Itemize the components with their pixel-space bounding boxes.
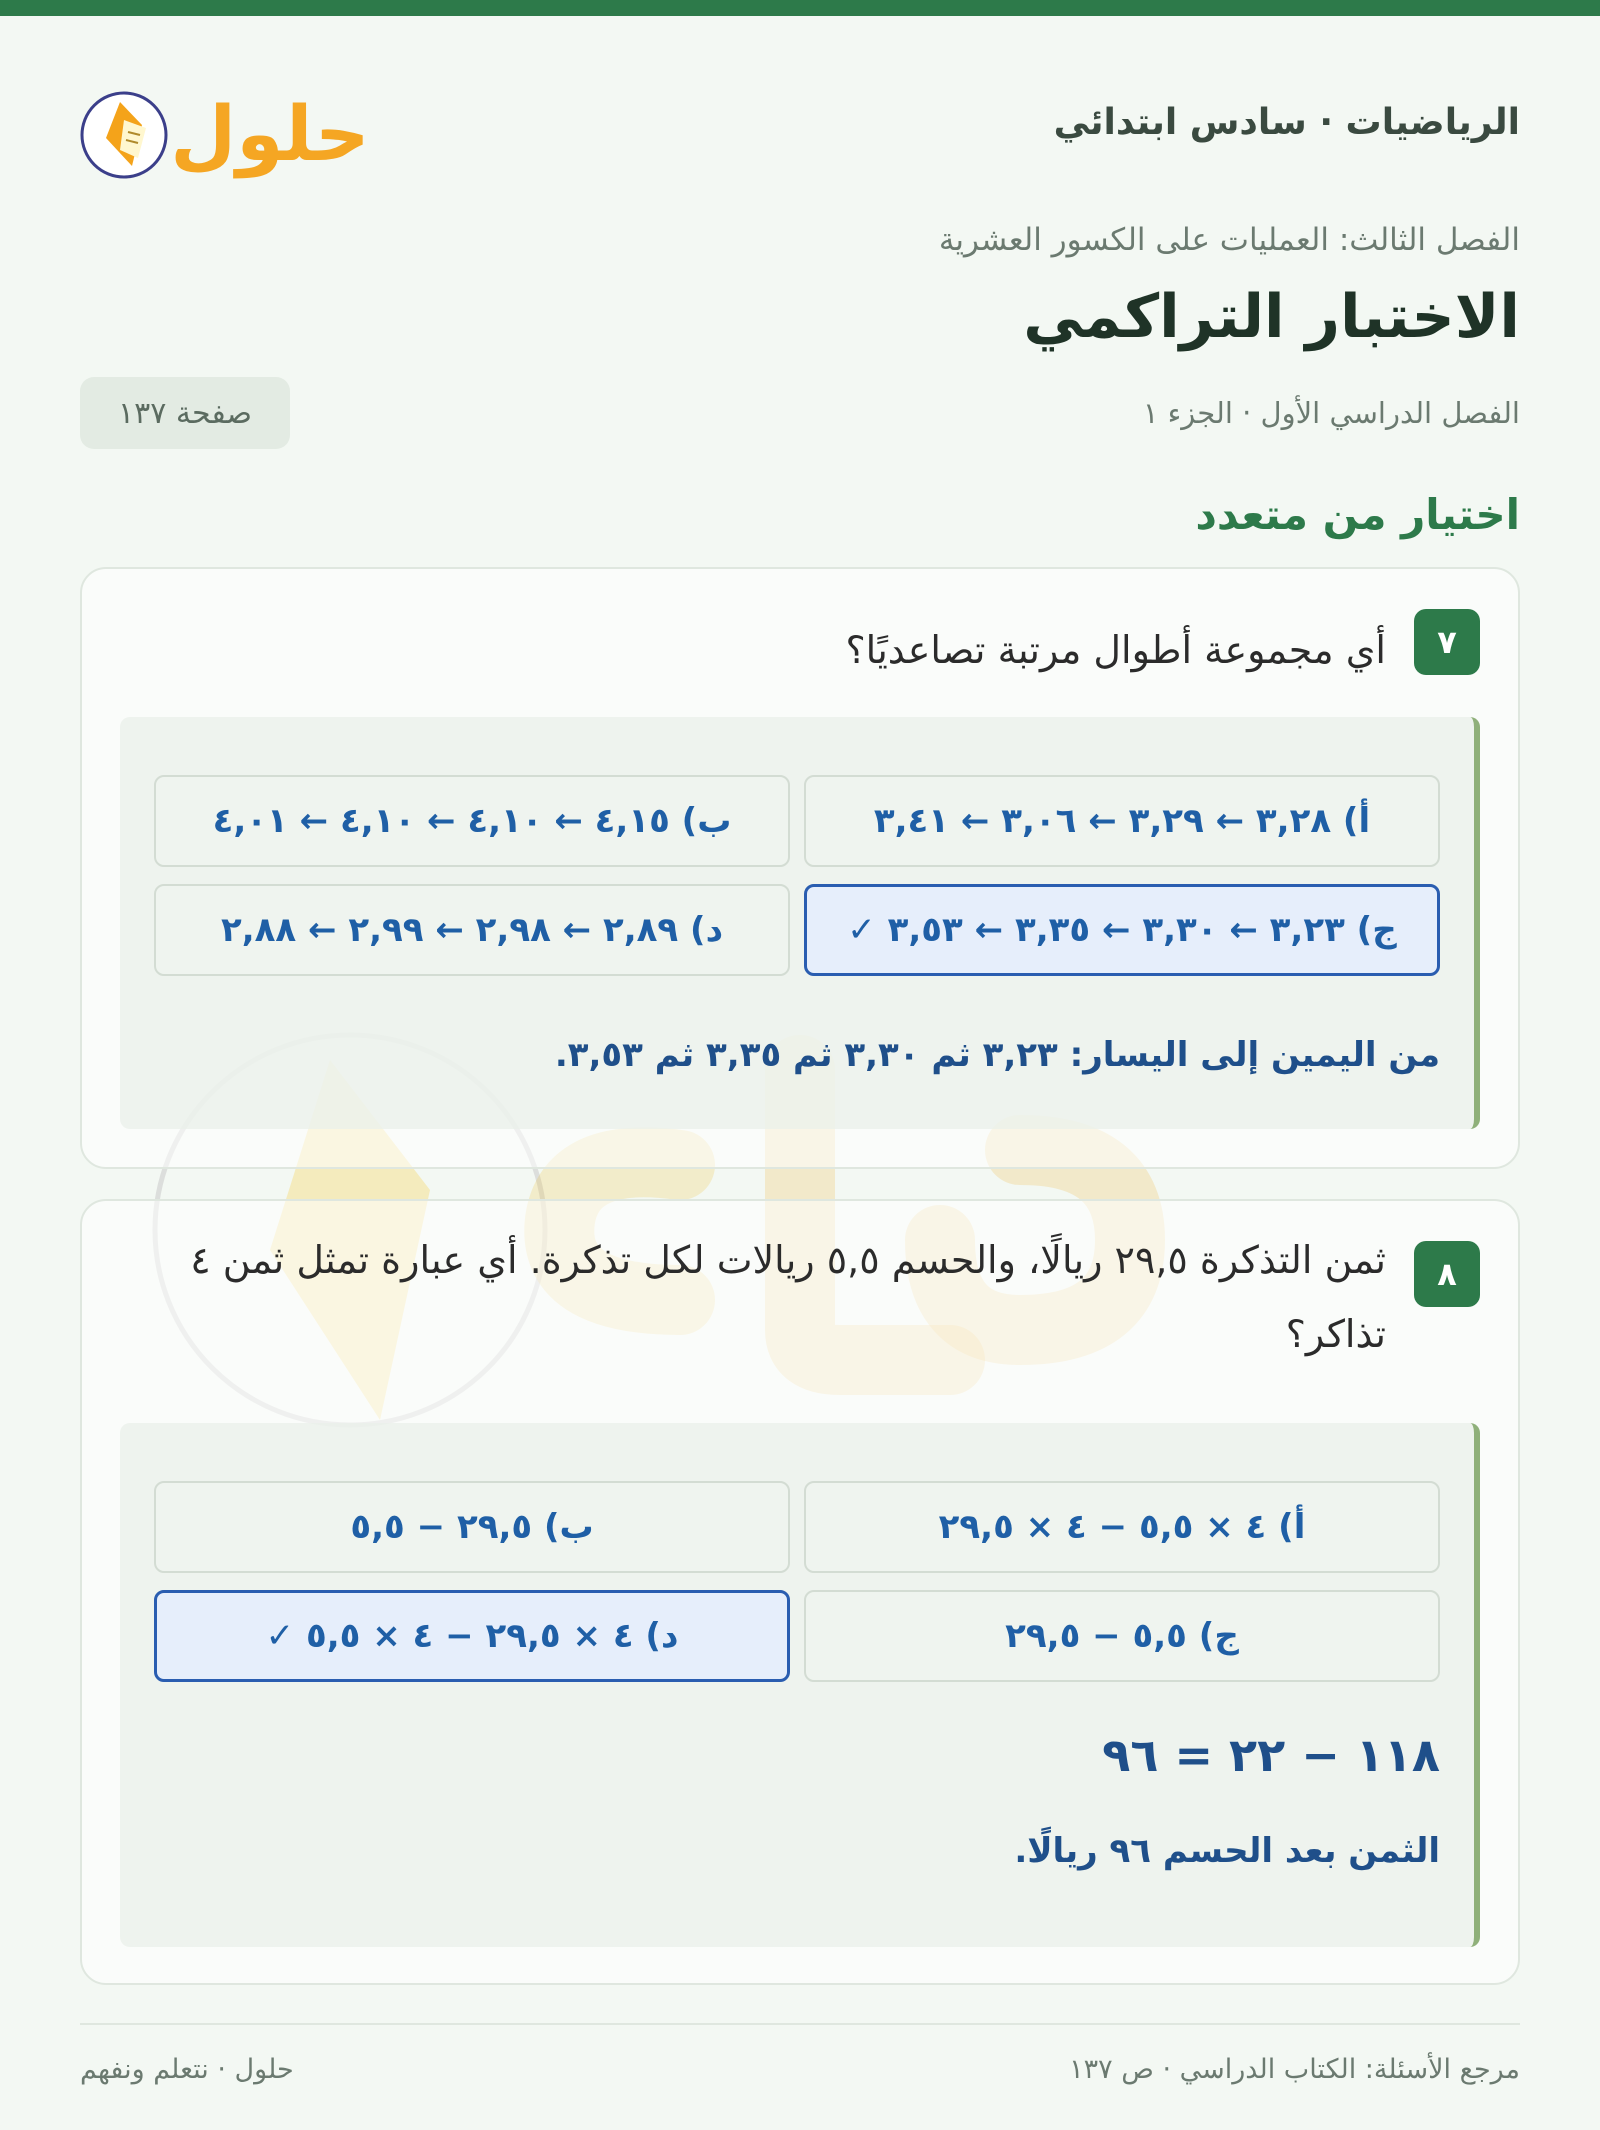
option-b[interactable]: ب) ٤,١٥ ← ٤,١٠ ← ٤,١٠ ← ٤,٠١ xyxy=(154,775,790,867)
question-card-8 xyxy=(80,1199,1520,1985)
footer-reference: مرجع الأسئلة: الكتاب الدراسي · ص ١٣٧ xyxy=(1069,2054,1520,2085)
option-a[interactable]: أ) ٤ × ٥,٥ − ٤ × ٢٩,٥ xyxy=(804,1481,1440,1573)
option-d-correct[interactable]: د) ٤ × ٢٩,٥ − ٤ × ٥,٥ ✓ xyxy=(154,1590,790,1682)
solution-equation: ١١٨ − ٢٢ = ٩٦ xyxy=(1102,1728,1440,1782)
solution-note: من اليمين إلى اليسار: ٣,٢٣ ثم ٣,٣٠ ثم ٣,٣٥ ثم ٣,٥٣. xyxy=(554,1035,1440,1075)
answer-box xyxy=(120,717,1480,1129)
question-number-badge: ٨ xyxy=(1414,1241,1480,1307)
semester-label: الفصل الدراسي الأول · الجزء ١ xyxy=(1142,396,1520,430)
option-a[interactable]: أ) ٣,٢٨ ← ٣,٢٩ ← ٣,٠٦ ← ٣,٤١ xyxy=(804,775,1440,867)
question-text: ثمن التذكرة ٢٩,٥ ريالًا، والحسم ٥,٥ ريالات لكل تذكرة. أي عبارة تمثل ثمن ٤ تذاكر؟ xyxy=(190,1238,1386,1356)
footer-tagline: حلول · نتعلم ونفهم xyxy=(80,2054,294,2085)
page-number-badge: صفحة ١٣٧ xyxy=(80,377,290,449)
page-title: الاختبار التراكمي xyxy=(1023,282,1520,352)
question-card-7 xyxy=(80,567,1520,1169)
footer-divider xyxy=(80,2023,1520,2025)
option-d[interactable]: د) ٢,٨٩ ← ٢,٩٨ ← ٢,٩٩ ← ٢,٨٨ xyxy=(154,884,790,976)
question-text: أي مجموعة أطوال مرتبة تصاعديًا؟ xyxy=(845,628,1386,672)
question-number-badge: ٧ xyxy=(1414,609,1480,675)
option-b[interactable]: ب) ٢٩,٥ − ٥,٥ xyxy=(154,1481,790,1573)
option-c-correct[interactable]: ج) ٣,٢٣ ← ٣,٣٠ ← ٣,٣٥ ← ٣,٥٣ ✓ xyxy=(804,884,1440,976)
halool-logo[interactable] xyxy=(80,80,370,190)
subject-label: الرياضيات · سادس ابتدائي xyxy=(1053,102,1520,143)
option-c[interactable]: ج) ٥,٥ − ٢٩,٥ xyxy=(804,1590,1440,1682)
logo-wordmark: حلول xyxy=(170,89,370,178)
top-accent-bar xyxy=(0,0,1600,16)
solution-note: الثمن بعد الحسم ٩٦ ريالًا. xyxy=(1014,1831,1440,1871)
answer-box xyxy=(120,1423,1480,1947)
section-title: اختيار من متعدد xyxy=(1195,490,1520,539)
page-header xyxy=(80,60,1520,190)
chapter-title: الفصل الثالث: العمليات على الكسور العشرية xyxy=(938,222,1520,258)
